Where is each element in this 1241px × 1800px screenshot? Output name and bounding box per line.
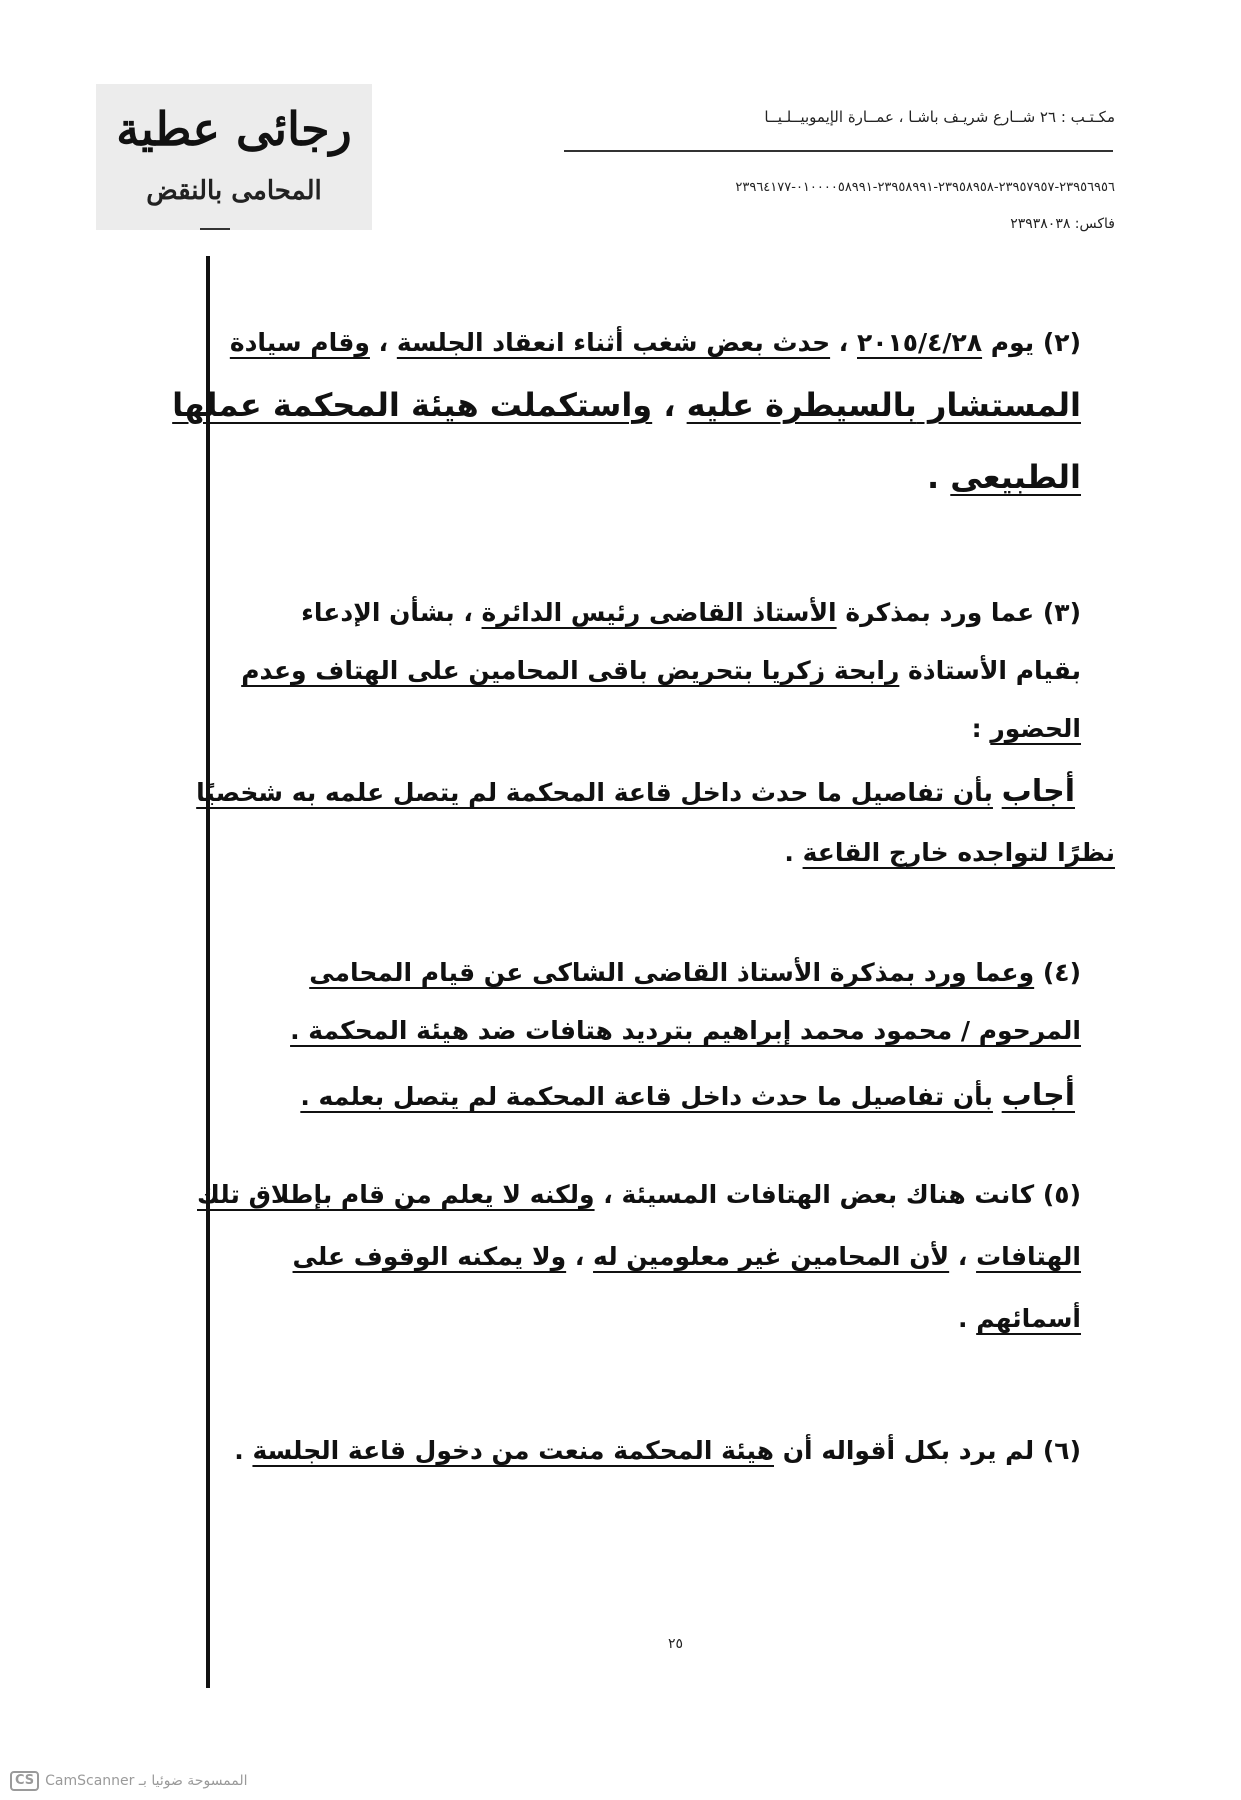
text-span: ، — [830, 328, 857, 357]
answer-label: أجاب — [1001, 1078, 1075, 1113]
text-span: (٥) كانت هناك بعض الهتافات المسيئة ، — [594, 1180, 1081, 1209]
text-underlined: واستكملت هيئة المحكمة عملها — [172, 386, 653, 424]
item-5-line-2 — [293, 1242, 1081, 1271]
phone-numbers: ٢٣٩٥٦٩٥٦-٢٣٩٥٧٩٥٧-٢٣٩٥٨٩٥٨-٢٣٩٥٨٩٩١-٠١٠٠٠٠٥٨٩٩١-٢٣٩٦٤١٧٧ — [735, 180, 1115, 195]
text-span — [993, 778, 1002, 807]
item-4-line-1 — [309, 958, 1081, 987]
text-span: (٢) يوم — [982, 328, 1081, 357]
text-underlined: الحضور — [990, 714, 1081, 743]
text-underlined: ولا يمكنه الوقوف على — [292, 1242, 567, 1271]
item-6-line-1 — [234, 1436, 1081, 1465]
office-address: مكـتـب : ٢٦ شــارع شريـف باشـا ، عمــارة الإيموبيــلـيــا — [764, 108, 1115, 126]
text-span: ، — [369, 328, 397, 357]
text-underlined: ولكنه لا يعلم من قام بإطلاق تلك — [197, 1180, 595, 1209]
date-underlined: ٢٠١٥/٤/٢٨ — [857, 328, 983, 357]
text-underlined: بأن تفاصيل ما حدث داخل قاعة المحكمة لم يتصل بعلمه . — [300, 1082, 993, 1111]
answer-label: أجاب — [1001, 774, 1075, 809]
text-span: ، بشأن الإدعاء — [301, 598, 482, 627]
header-rule — [564, 150, 1113, 152]
item-5-line-1 — [197, 1180, 1081, 1209]
lawyer-logo — [96, 84, 372, 230]
text-underlined: رابحة زكريا بتحريض باقى المحامين على الهتاف وعدم — [241, 656, 900, 685]
camscanner-icon: CS — [10, 1771, 39, 1791]
logo-name: رجائى عطية — [116, 102, 352, 156]
item-2-line-2 — [172, 386, 1081, 424]
text-underlined: الطبيعى — [950, 458, 1081, 496]
text-underlined: الأستاذ القاضى رئيس الدائرة — [481, 598, 837, 627]
text-span: (٤) — [1034, 958, 1081, 987]
text-span: . — [957, 1304, 977, 1333]
item-3-line-2 — [241, 656, 1081, 685]
text-underlined: المستشار — [916, 386, 1081, 424]
text-span: ، — [652, 386, 687, 424]
text-span: : — [971, 714, 991, 743]
text-span: ، — [566, 1242, 594, 1271]
item-3-line-1 — [301, 598, 1081, 627]
item-2-line-3 — [927, 458, 1081, 496]
text-underlined: وعما ورد بمذكرة الأستاذ القاضى الشاكى عن قيام المحامى — [309, 958, 1035, 987]
text-span: بقيام الأستاذة — [899, 656, 1081, 685]
text-span: . — [234, 1436, 253, 1465]
text-underlined: الهتافات — [976, 1242, 1081, 1271]
fax-number: فاكس: ٢٣٩٣٨٠٣٨ — [1010, 216, 1115, 232]
text-span: ، — [949, 1242, 977, 1271]
page-number: ٢٥ — [668, 1636, 684, 1652]
text-span — [993, 1082, 1002, 1111]
text-span: (٣) عما ورد بمذكرة — [836, 598, 1081, 627]
text-underlined: نظرًا لتواجده خارج القاعة — [802, 838, 1115, 867]
item-3-line-3 — [972, 714, 1081, 743]
text-underlined: بالسيطرة عليه — [686, 386, 917, 424]
item-4-line-2 — [290, 1016, 1081, 1045]
logo-divider — [200, 228, 230, 230]
scanner-watermark — [10, 1770, 248, 1792]
text-underlined: وقام سيادة — [229, 328, 370, 357]
item-5-line-3 — [958, 1304, 1081, 1333]
item-3-answer-1 — [196, 774, 1075, 809]
text-underlined: المرحوم / محمود محمد إبراهيم بترديد هتافات ضد هيئة المحكمة . — [290, 1016, 1081, 1045]
logo-title: المحامى بالنقض — [146, 176, 322, 206]
text-span: . — [784, 838, 803, 867]
item-3-answer-2 — [784, 838, 1115, 867]
text-span: (٦) لم يرد بكل أقواله أن — [774, 1436, 1081, 1465]
text-underlined: هيئة المحكمة منعت من دخول قاعة الجلسة — [252, 1436, 774, 1465]
item-4-answer — [300, 1078, 1075, 1113]
text-span: . — [926, 458, 951, 496]
item-2-line-1 — [230, 328, 1081, 357]
text-underlined: حدث بعض شغب أثناء انعقاد الجلسة — [396, 328, 831, 357]
text-underlined: بأن تفاصيل ما حدث داخل قاعة المحكمة لم يتصل علمه به شخصيًا — [196, 778, 993, 807]
text-underlined: لأن المحامين غير معلومين له — [593, 1242, 950, 1271]
text-underlined: أسمائهم — [976, 1304, 1081, 1333]
scanner-label: CamScanner الممسوحة ضوئيا بـ — [45, 1773, 248, 1789]
margin-rule — [206, 256, 210, 1688]
